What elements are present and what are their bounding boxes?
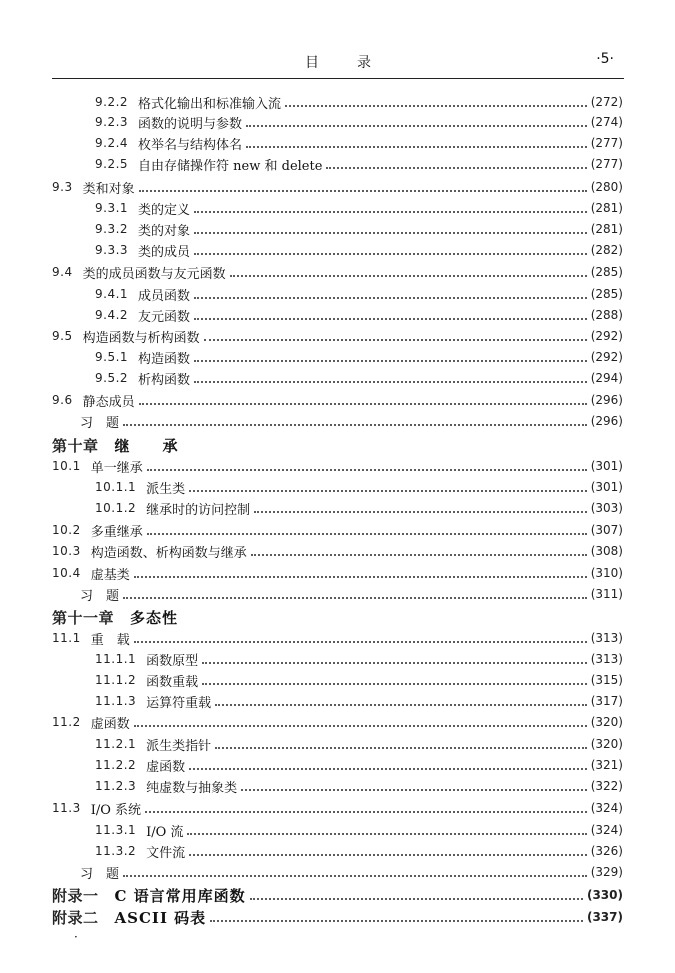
entry-title: 继承时的访问控制 <box>146 502 251 518</box>
entry-page: (311) <box>590 587 623 601</box>
entry-page: (326) <box>590 844 623 858</box>
dot-leader <box>134 575 587 578</box>
toc-entry[interactable] <box>52 177 623 197</box>
entry-number: 9.2.5 <box>95 157 129 171</box>
header-page-number: ·5· <box>596 51 614 67</box>
entry-number: 9.4 <box>52 265 73 279</box>
entry-number: 9.5.1 <box>95 350 129 364</box>
entry-number: 11.1.2 <box>95 673 137 687</box>
dot-leader <box>147 532 587 535</box>
entry-number: 10.2 <box>52 523 81 537</box>
entry-title: 习 题 <box>80 415 120 431</box>
entry-page: (322) <box>590 779 623 793</box>
dot-leader <box>230 274 587 277</box>
entry-number: 10.4 <box>52 566 81 580</box>
entry-title: 友元函数 <box>138 309 191 325</box>
entry-page: (301) <box>590 480 623 494</box>
toc-entry[interactable] <box>95 347 623 367</box>
dot-leader <box>194 359 587 362</box>
dot-leader <box>123 423 587 426</box>
toc-entry[interactable] <box>52 456 623 476</box>
entry-number: 第十章 <box>52 436 99 455</box>
entry-title: I/O 流 <box>146 824 184 840</box>
entry-number: 9.3.1 <box>95 201 129 215</box>
entry-title: 成员函数 <box>138 288 191 304</box>
dot-leader <box>147 468 587 471</box>
entry-number: 9.5.2 <box>95 371 129 385</box>
toc-entry[interactable] <box>52 520 623 540</box>
entry-page: (282) <box>590 243 623 257</box>
dot-leader <box>215 746 587 749</box>
entry-number: 9.3.3 <box>95 243 129 257</box>
dot-leader <box>139 402 587 405</box>
toc-entry[interactable] <box>95 649 623 669</box>
entry-number: 11.1.3 <box>95 694 137 708</box>
dot-leader <box>134 724 587 727</box>
dot-leader <box>194 296 587 299</box>
entry-title: 枚举名与结构体名 <box>138 137 243 153</box>
entry-number: 11.2 <box>52 715 81 729</box>
entry-number: 11.1 <box>52 631 81 645</box>
entry-page: (294) <box>590 371 623 385</box>
entry-title: 类的对象 <box>138 223 191 239</box>
toc-entry[interactable] <box>95 240 623 260</box>
entry-page: (308) <box>590 544 623 558</box>
dot-leader <box>202 661 587 664</box>
entry-number: 11.2.3 <box>95 779 137 793</box>
dot-leader <box>285 104 587 107</box>
entry-page: (310) <box>590 566 623 580</box>
dot-leader <box>254 510 587 513</box>
stray-mark: · <box>74 930 78 944</box>
page-header <box>52 50 624 79</box>
entry-number: 9.4.1 <box>95 287 129 301</box>
dot-leader <box>204 338 587 341</box>
entry-page: (321) <box>590 758 623 772</box>
entry-page: (320) <box>590 715 623 729</box>
dot-leader <box>246 145 587 148</box>
entry-title: 构造函数与析构函数 <box>82 330 200 346</box>
dot-leader <box>189 853 587 856</box>
entry-title: 文件流 <box>146 845 186 861</box>
entry-page: (281) <box>590 222 623 236</box>
toc-entry[interactable] <box>80 411 623 431</box>
dot-leader <box>139 189 587 192</box>
toc-entry[interactable] <box>95 755 623 775</box>
entry-number: 10.3 <box>52 544 81 558</box>
dot-leader <box>189 767 587 770</box>
toc-entry[interactable] <box>52 262 623 282</box>
entry-title: 派生类 <box>146 481 186 497</box>
header-title: 目录 <box>305 55 409 71</box>
entry-title: 函数的说明与参数 <box>138 116 243 132</box>
entry-page: (285) <box>590 265 623 279</box>
entry-page: (329) <box>590 865 623 879</box>
entry-title: 虚函数 <box>90 716 130 732</box>
entry-title: 自由存储操作符 new 和 delete <box>138 158 323 174</box>
dot-leader <box>194 210 587 213</box>
entry-number: 9.2.3 <box>95 115 129 129</box>
entry-page: (272) <box>590 95 623 109</box>
entry-title: 析构函数 <box>138 372 191 388</box>
entry-number: 10.1.1 <box>95 480 137 494</box>
entry-title: 习 题 <box>80 588 120 604</box>
entry-number: 10.1.2 <box>95 501 137 515</box>
dot-leader <box>187 832 586 835</box>
toc-entry[interactable] <box>95 670 623 690</box>
dot-leader <box>241 788 587 791</box>
dot-leader <box>194 317 587 320</box>
dot-leader <box>194 231 587 234</box>
entry-number: 9.3.2 <box>95 222 129 236</box>
dot-leader <box>246 124 587 127</box>
entry-page: (285) <box>590 287 623 301</box>
toc-entry[interactable] <box>80 584 623 604</box>
entry-page: (277) <box>590 136 623 150</box>
toc-entry[interactable] <box>95 305 623 325</box>
toc-entry[interactable] <box>95 734 623 754</box>
entry-page: (330) <box>586 888 623 902</box>
toc-entry[interactable] <box>52 628 623 648</box>
dot-leader <box>326 166 586 169</box>
entry-number: 11.3 <box>52 801 81 815</box>
dot-leader <box>215 703 587 706</box>
entry-number: 9.4.2 <box>95 308 129 322</box>
entry-title: 习 题 <box>80 866 120 882</box>
entry-title: 继 承 <box>114 436 179 455</box>
entry-page: (281) <box>590 201 623 215</box>
entry-page: (296) <box>590 414 623 428</box>
toc-entry[interactable] <box>52 541 623 561</box>
toc-entry[interactable] <box>95 841 623 861</box>
toc-entry[interactable] <box>95 776 623 796</box>
toc-entry[interactable] <box>95 219 623 239</box>
toc-entry[interactable] <box>52 390 623 410</box>
entry-number: 附录一 <box>52 886 99 905</box>
toc-entry[interactable] <box>52 712 623 732</box>
entry-page: (292) <box>590 350 623 364</box>
entry-title: 派生类指针 <box>146 738 212 754</box>
chapter-entry[interactable] <box>52 906 623 928</box>
entry-title: ASCII 码表 <box>114 908 207 927</box>
toc-entry[interactable] <box>95 284 623 304</box>
entry-page: (296) <box>590 393 623 407</box>
entry-page: (324) <box>590 801 623 815</box>
chapter-entry[interactable] <box>52 884 623 906</box>
entry-title: 类的定义 <box>138 202 191 218</box>
entry-title: 函数重载 <box>146 674 199 690</box>
entry-title: 类的成员函数与友元函数 <box>82 266 226 282</box>
toc-entry[interactable] <box>95 477 623 497</box>
entry-page: (313) <box>590 631 623 645</box>
dot-leader <box>123 596 587 599</box>
entry-title: 虚函数 <box>146 759 186 775</box>
entry-page: (274) <box>590 115 623 129</box>
dot-leader <box>134 640 587 643</box>
toc-entry[interactable] <box>52 798 623 818</box>
entry-title: 构造函数、析构函数与继承 <box>90 545 247 561</box>
toc-entry[interactable] <box>52 563 623 583</box>
dot-leader <box>202 682 587 685</box>
entry-page: (320) <box>590 737 623 751</box>
toc-entry[interactable] <box>95 498 623 518</box>
dot-leader <box>194 380 587 383</box>
toc-entry[interactable] <box>95 820 623 840</box>
entry-page: (313) <box>590 652 623 666</box>
chapter-entry[interactable] <box>52 606 178 628</box>
toc-entry[interactable] <box>95 112 623 132</box>
entry-page: (280) <box>590 180 623 194</box>
toc-entry[interactable] <box>95 368 623 388</box>
entry-page: (301) <box>590 459 623 473</box>
chapter-entry[interactable] <box>52 434 179 456</box>
entry-number: 11.2.1 <box>95 737 137 751</box>
entry-number: 11.3.2 <box>95 844 137 858</box>
entry-title: I/O 系统 <box>90 802 142 818</box>
entry-title: 虚基类 <box>90 567 130 583</box>
entry-title: 运算符重载 <box>146 695 212 711</box>
toc-entry[interactable] <box>95 92 623 112</box>
toc-entry[interactable] <box>95 133 623 153</box>
dot-leader <box>250 897 583 900</box>
entry-title: 重 载 <box>90 632 130 648</box>
toc-entry[interactable] <box>95 691 623 711</box>
entry-page: (288) <box>590 308 623 322</box>
entry-title: 类和对象 <box>82 181 135 197</box>
entry-title: 多重继承 <box>90 524 143 540</box>
entry-number: 第十一章 <box>52 608 115 627</box>
entry-page: (324) <box>590 823 623 837</box>
entry-number: 9.3 <box>52 180 73 194</box>
entry-number: 9.2.4 <box>95 136 129 150</box>
entry-number: 附录二 <box>52 908 99 927</box>
dot-leader <box>194 252 587 255</box>
dot-leader <box>123 874 587 877</box>
toc-entry[interactable] <box>80 862 623 882</box>
entry-title: 纯虚数与抽象类 <box>146 780 238 796</box>
entry-title: 函数原型 <box>146 653 199 669</box>
entry-title: 格式化输出和标准输入流 <box>138 96 282 112</box>
dot-leader <box>145 810 587 813</box>
dot-leader <box>189 489 587 492</box>
entry-title: 多态性 <box>130 608 179 627</box>
entry-number: 9.6 <box>52 393 73 407</box>
entry-title: 类的成员 <box>138 244 191 260</box>
entry-page: (317) <box>590 694 623 708</box>
toc-entry[interactable] <box>95 198 623 218</box>
entry-page: (307) <box>590 523 623 537</box>
entry-page: (303) <box>590 501 623 515</box>
entry-number: 9.5 <box>52 329 73 343</box>
entry-number: 11.3.1 <box>95 823 137 837</box>
entry-title: C 语言常用库函数 <box>114 886 246 905</box>
entry-title: 单一继承 <box>90 460 143 476</box>
entry-number: 9.2.2 <box>95 95 129 109</box>
entry-page: (337) <box>586 910 623 924</box>
entry-title: 静态成员 <box>82 394 135 410</box>
entry-number: 10.1 <box>52 459 81 473</box>
entry-page: (277) <box>590 157 623 171</box>
entry-number: 11.1.1 <box>95 652 137 666</box>
entry-page: (315) <box>590 673 623 687</box>
entry-title: 构造函数 <box>138 351 191 367</box>
entry-page: (292) <box>590 329 623 343</box>
entry-number: 11.2.2 <box>95 758 137 772</box>
dot-leader <box>210 919 583 922</box>
toc-entry[interactable] <box>52 326 623 346</box>
toc-entry[interactable] <box>95 154 623 174</box>
dot-leader <box>251 553 587 556</box>
